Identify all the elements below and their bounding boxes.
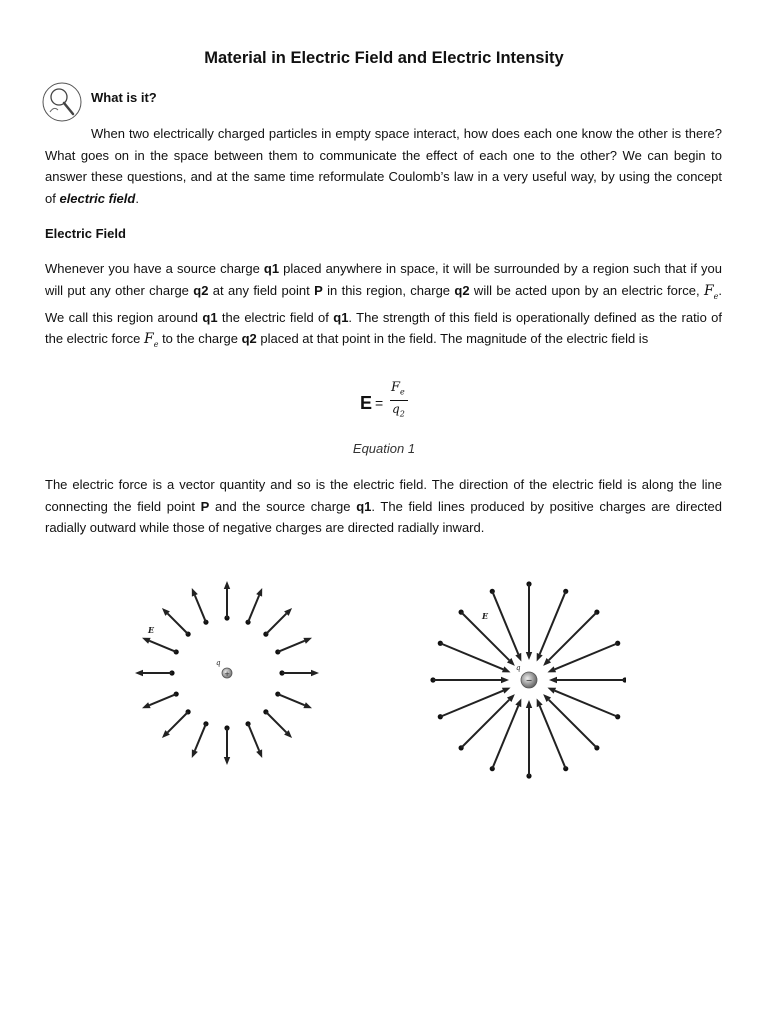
negative-charge-field-diagram [430,575,626,785]
fraction-bar [390,400,408,401]
outward-field-arrow [278,694,305,705]
outward-field-arrow [149,694,176,705]
electric-force-symbol: $F_e$ [144,331,159,350]
outward-field-arrow-head [256,749,262,758]
inward-field-arrow [440,691,503,717]
inward-field-arrow [492,591,518,654]
magnifier-icon [42,82,82,122]
outward-field-arrow [266,712,287,733]
outward-field-arrow-head [303,638,312,644]
inward-field-arrow-head [515,653,521,662]
inward-field-arrow-head [537,653,543,662]
outward-field-arrow [168,614,189,635]
equation-numerator: $F_e$ [391,380,405,397]
electric-force-symbol: $F_e$ [703,282,719,301]
inward-field-arrow [549,612,597,660]
inward-field-arrow-head [537,698,543,707]
outward-field-arrow [149,641,176,652]
inward-field-arrow-head [549,677,557,683]
outward-field-arrow-head [224,757,230,765]
inward-field-arrow [492,706,518,769]
outward-field-arrow-head [142,638,151,644]
inward-field-arrow [540,706,566,769]
outward-field-arrow-head [311,670,319,676]
inward-field-arrow [540,591,566,654]
outward-field-arrow-head [142,702,151,708]
outward-field-arrow [248,724,259,751]
outward-field-arrow-head [303,702,312,708]
charge-label: q [216,659,221,667]
direction-paragraph: The electric force is a vector quantity and so is the electric field. The direction of the electric field is along the line connecting the field point P and the source charge q1. The field lines produced by positive charges are directed radially outward while those of negative charges are directed radially inward. [45,477,723,535]
outward-field-arrow [248,595,259,622]
positive-charge-field-diagram [130,575,326,771]
inward-field-arrow [461,700,509,748]
outward-field-arrow [195,595,206,622]
outward-field-arrow [195,724,206,751]
inward-field-arrow-head [515,698,521,707]
inward-field-arrow [440,643,503,669]
inward-field-arrow-head [547,666,556,672]
intro-paragraph: When two electrically charged particles in empty space interact, how does each one know the other is there? What goes on in the space between them to communicate the effect of each one to the other? We can begin to answer these questions, and at the same time reformulate Coulomb’s law in a very useful way, by using the concept of electric field. [45,126,722,206]
inward-field-arrow-head [502,688,511,694]
outward-field-arrow-head [135,670,143,676]
field-vector-label: E [148,625,155,635]
inward-field-arrow-head [502,666,511,672]
electric-field-equation: E = $F_e$ $q_2$ [360,378,420,424]
outward-field-arrow [266,614,287,635]
inward-field-arrow [549,700,597,748]
outward-field-arrow-head [192,749,198,758]
field-vector-label: E [482,611,489,621]
electric-field-paragraph: Whenever you have a source charge q1 placed anywhere in space, it will be surrounded by a region such that if you will put any other charge q2 at any field point P in this region, charge q2 will be acted upon by an electric force, $F_e$. We call this region around q1 the electric field of q1. The strength of this field is operationally defined as the ratio of the electric force $F_e$ to the charge q2 placed at that point in the field. The magnitude of the electric field is [45,261,723,350]
outward-field-arrow [168,712,189,733]
charge-label: q [516,664,521,672]
page-title: Material in Electric Field and Electric Intensity [204,49,564,67]
electric-field-heading: Electric Field [45,226,126,241]
inward-field-arrow-head [526,652,532,660]
equation-denominator: $q_2$ [392,402,405,419]
inward-field-arrow [555,691,618,717]
inward-field-arrow-head [501,677,509,683]
equation-caption: Equation 1 [352,441,416,456]
charge-sign: + [224,670,230,678]
outward-field-arrow [278,641,305,652]
inward-field-arrow [555,643,618,669]
inward-field-arrow-head [526,700,532,708]
inward-field-arrow-head [547,688,556,694]
charge-sign: − [525,676,533,685]
what-is-it-heading: What is it? [91,90,157,105]
outward-field-arrow-head [192,588,198,597]
outward-field-arrow-head [256,588,262,597]
outward-field-arrow-head [224,581,230,589]
